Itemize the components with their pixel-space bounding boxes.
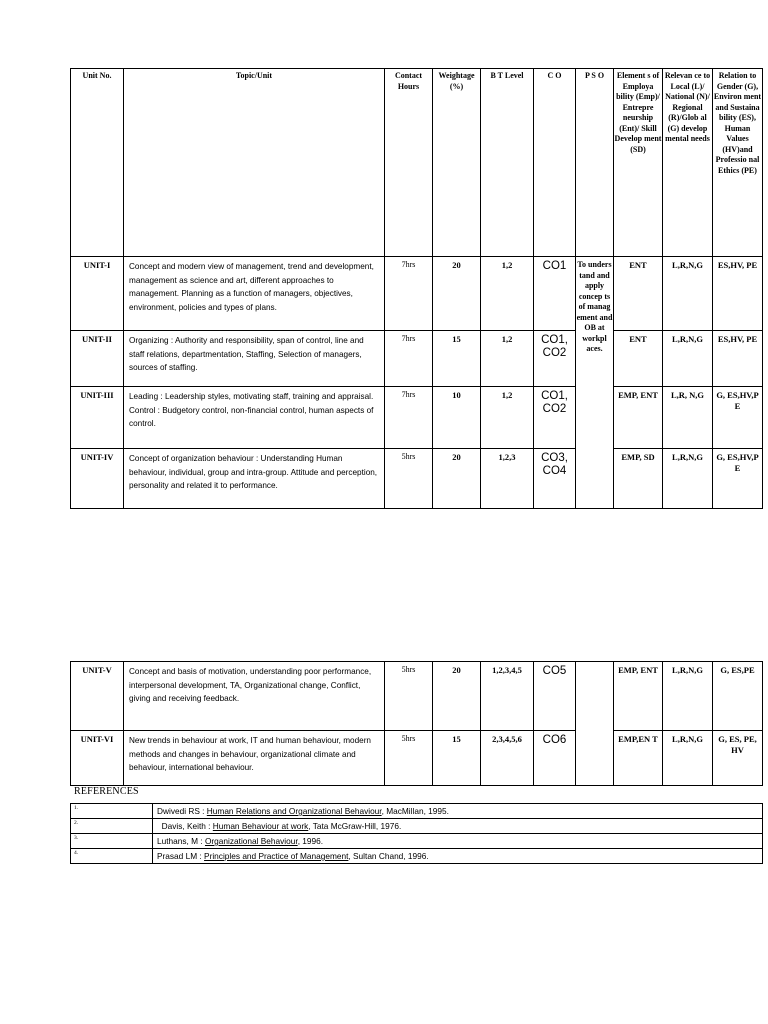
relevance-cell: L,R,N,G	[663, 257, 713, 331]
reference-author: Luthans, M :	[157, 836, 205, 846]
co-cell: CO6	[534, 731, 576, 786]
header-pso: P S O	[576, 69, 614, 257]
elements-cell: EMP, ENT	[614, 662, 663, 731]
header-row	[71, 69, 763, 257]
relevance-cell: L,R,N,G	[663, 449, 713, 509]
topic-line-1: Leading : Leadership styles, motivating staff, training and appraisal.	[129, 392, 374, 401]
relevance-cell: L,R,N,G	[663, 731, 713, 786]
elements-cell: ENT	[614, 331, 663, 387]
weightage-cell: 20	[433, 257, 481, 331]
table-row	[71, 257, 763, 331]
table-row	[71, 662, 763, 731]
reference-number: 4.	[71, 849, 153, 864]
reference-number: 2.	[71, 819, 153, 834]
bt-level-cell: 1,2	[481, 331, 534, 387]
hours-cell: 7hrs	[385, 387, 433, 449]
relevance-cell: L,R,N,G	[663, 662, 713, 731]
table-row	[71, 387, 763, 449]
pso-cell-empty	[576, 662, 614, 786]
co-cell: CO1, CO2	[534, 331, 576, 387]
weightage-cell: 15	[433, 331, 481, 387]
bt-level-cell: 1,2	[481, 387, 534, 449]
unit-cell: UNIT-V	[71, 662, 124, 731]
table-row	[71, 331, 763, 387]
co-cell: CO1	[534, 257, 576, 331]
reference-text	[153, 834, 763, 849]
reference-publisher: , MacMillan, 1995.	[381, 806, 449, 816]
references-table	[70, 803, 763, 864]
bt-level-cell: 2,3,4,5,6	[481, 731, 534, 786]
bt-level-cell: 1,2,3	[481, 449, 534, 509]
relation-cell: G, ES,HV,P E	[713, 449, 763, 509]
weightage-cell: 15	[433, 731, 481, 786]
elements-cell: EMP, SD	[614, 449, 663, 509]
unit-cell: UNIT-I	[71, 257, 124, 331]
reference-author: Dwivedi RS :	[157, 806, 207, 816]
header-elements: Element s of Employa bility (Emp)/ Entrepre neurship (Ent)/ Skill Develop ment (SD)	[614, 69, 663, 257]
weightage-cell: 20	[433, 449, 481, 509]
elements-cell: EMP,EN T	[614, 731, 663, 786]
reference-author: Prasad LM :	[157, 851, 205, 861]
reference-publisher: , 1996.	[297, 836, 324, 846]
header-bt-level: B T Level	[481, 69, 534, 257]
co-cell: CO1, CO2	[534, 387, 576, 449]
bt-level-cell: 1,2	[481, 257, 534, 331]
reference-row	[71, 849, 763, 864]
reference-title: Human Relations and Organizational Behaviour	[206, 806, 382, 816]
unit-cell: UNIT-III	[71, 387, 124, 449]
unit-cell: UNIT-VI	[71, 731, 124, 786]
co-cell: CO5	[534, 662, 576, 731]
topic-cell: Concept and modern view of management, trend and development, management as science and art, different approaches to management. Planning as a function of managers, objectives, environment, policies and types of plans.	[124, 257, 385, 331]
relation-cell: ES,HV, PE	[713, 331, 763, 387]
hours-cell: 7hrs	[385, 331, 433, 387]
header-relation: Relation to Gender (G), Environ ment and Sustaina bility (ES), Human Values (HV)and Professio nal Ethics (PE)	[713, 69, 763, 257]
unit-cell: UNIT-IV	[71, 449, 124, 509]
weightage-cell: 10	[433, 387, 481, 449]
reference-title: Principles and Practice of Management	[204, 851, 349, 861]
topic-line-2: Control : Budgetory control, non-financial control, human aspects of control.	[129, 405, 374, 428]
relevance-cell: L,R, N,G	[663, 387, 713, 449]
hours-cell: 5hrs	[385, 449, 433, 509]
bt-level-cell: 1,2,3,4,5	[481, 662, 534, 731]
reference-row	[71, 804, 763, 819]
header-unit-no: Unit No.	[71, 69, 124, 257]
reference-title: Organizational Behaviour	[204, 836, 298, 846]
header-topic: Topic/Unit	[124, 69, 385, 257]
hours-cell: 7hrs	[385, 257, 433, 331]
reference-publisher: , Sultan Chand, 1996.	[348, 851, 429, 861]
reference-number: 1.	[71, 804, 153, 819]
syllabus-table-1	[70, 68, 763, 509]
relevance-cell: L,R,N,G	[663, 331, 713, 387]
pso-cell: To unders tand and apply concep ts of manag ement and OB at workpl aces.	[576, 257, 614, 509]
reference-publisher: , Tata McGraw-Hill, 1976.	[308, 821, 402, 831]
hours-cell: 5hrs	[385, 731, 433, 786]
reference-text	[153, 804, 763, 819]
relation-cell: G, ES,HV,P E	[713, 387, 763, 449]
reference-author: Davis, Keith :	[157, 821, 213, 831]
header-weightage: Weightage (%)	[433, 69, 481, 257]
header-contact-hours: Contact Hours	[385, 69, 433, 257]
reference-number: 3.	[71, 834, 153, 849]
topic-cell: New trends in behaviour at work, IT and human behaviour, modern methods and changes in behaviour, organizational climate and behaviour, international behaviour.	[124, 731, 385, 786]
elements-cell: EMP, ENT	[614, 387, 663, 449]
co-cell: CO3, CO4	[534, 449, 576, 509]
weightage-cell: 20	[433, 662, 481, 731]
unit-cell: UNIT-II	[71, 331, 124, 387]
hours-cell: 5hrs	[385, 662, 433, 731]
reference-row	[71, 819, 763, 834]
topic-cell	[124, 387, 385, 449]
relation-cell: G, ES,PE	[713, 662, 763, 731]
table-row	[71, 449, 763, 509]
reference-text	[153, 819, 763, 834]
header-co: C O	[534, 69, 576, 257]
reference-row	[71, 834, 763, 849]
relation-cell: G, ES, PE, HV	[713, 731, 763, 786]
references-heading: REFERENCES	[74, 786, 139, 797]
table-row	[71, 731, 763, 786]
topic-cell: Organizing : Authority and responsibility, span of control, line and staff relations, departmentation, Staffing, Selection of managers, sources of staffing.	[124, 331, 385, 387]
reference-text	[153, 849, 763, 864]
topic-cell: Concept and basis of motivation, understanding poor performance, interpersonal development, TA, Organizational change, Conflict, giving and receiving feedback.	[124, 662, 385, 731]
topic-cell: Concept of organization behaviour : Understanding Human behaviour, individual, group and intra-group. Attitude and perception, personality and related it to performance.	[124, 449, 385, 509]
header-relevance: Relevan ce to Local (L)/ National (N)/ Regional (R)/Glob al (G) develop mental needs	[663, 69, 713, 257]
elements-cell: ENT	[614, 257, 663, 331]
relation-cell: ES,HV, PE	[713, 257, 763, 331]
reference-title: Human Behaviour at work	[212, 821, 309, 831]
syllabus-table-2	[70, 661, 763, 786]
